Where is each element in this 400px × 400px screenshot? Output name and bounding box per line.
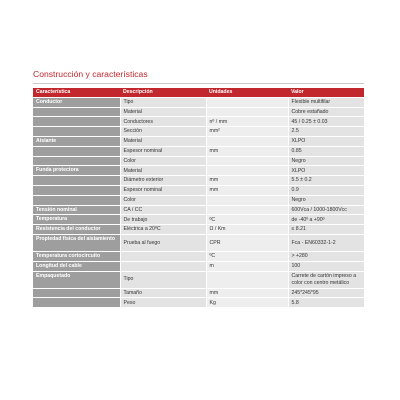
row-value: ≤ 8.21	[288, 225, 364, 235]
row-description: Espesor nominal	[120, 185, 206, 195]
table-row	[33, 166, 364, 176]
row-value: XLPO	[288, 166, 364, 176]
row-description: Tipo	[120, 97, 206, 107]
row-unit: ºC	[206, 251, 288, 261]
row-value: 0.85	[288, 146, 364, 156]
row-unit: nº / mm	[206, 117, 288, 127]
table-row	[33, 185, 364, 195]
row-value: 5.5 ± 0.2	[288, 176, 364, 186]
title-divider	[33, 83, 364, 84]
table-row	[33, 234, 364, 251]
row-category: Funda protectora	[33, 166, 120, 176]
row-category	[33, 185, 120, 195]
table-row	[33, 195, 364, 205]
table-row	[33, 146, 364, 156]
row-category: Temperatura	[33, 215, 120, 225]
row-category: Aislante	[33, 136, 120, 146]
row-description	[120, 251, 206, 261]
row-unit: mm	[206, 185, 288, 195]
row-category: Tensión nominal	[33, 205, 120, 215]
table-row	[33, 261, 364, 271]
table-row	[33, 251, 364, 261]
row-value: 45 / 0.25 ± 0.03	[288, 117, 364, 127]
row-category: Propiedad física del aislamiento	[33, 234, 120, 251]
row-description: Tipo	[120, 271, 206, 288]
row-category	[33, 195, 120, 205]
row-value: Fca - EN60332-1-2	[288, 234, 364, 251]
row-unit	[206, 136, 288, 146]
row-description: Prueba al fuego	[120, 234, 206, 251]
table-header-row	[33, 88, 364, 97]
row-description: De trabajo	[120, 215, 206, 225]
table-row	[33, 136, 364, 146]
row-value: 5.8	[288, 298, 364, 308]
row-value: 245*245*95	[288, 288, 364, 298]
table-row	[33, 215, 364, 225]
header-descripcion: Descripción	[120, 88, 206, 97]
specifications-table	[33, 88, 364, 308]
table-row	[33, 176, 364, 186]
row-category	[33, 127, 120, 137]
table-row	[33, 97, 364, 107]
table-row	[33, 288, 364, 298]
row-category: Empaquetado	[33, 271, 120, 288]
row-description: Diámetro exterior	[120, 176, 206, 186]
row-unit: ºC	[206, 215, 288, 225]
row-description: Peso	[120, 298, 206, 308]
row-value: 0.9	[288, 185, 364, 195]
row-unit	[206, 97, 288, 107]
row-category	[33, 156, 120, 166]
row-description: Material	[120, 107, 206, 117]
row-unit: mm	[206, 176, 288, 186]
row-category	[33, 107, 120, 117]
row-unit: mm²	[206, 127, 288, 137]
row-category: Conductor	[33, 97, 120, 107]
row-value: Negro	[288, 156, 364, 166]
row-description	[120, 261, 206, 271]
row-description: Eléctrica a 20ºC	[120, 225, 206, 235]
header-unidades: Unidades	[206, 88, 288, 97]
table-row	[33, 298, 364, 308]
row-value: 100	[288, 261, 364, 271]
section-title: Construcción y características	[33, 69, 148, 79]
row-unit	[206, 156, 288, 166]
header-caracteristica: Característica	[33, 88, 120, 97]
row-unit: m	[206, 261, 288, 271]
row-unit: Kg	[206, 298, 288, 308]
row-category: Longitud del cable	[33, 261, 120, 271]
row-unit	[206, 166, 288, 176]
row-value: > +280	[288, 251, 364, 261]
row-unit	[206, 205, 288, 215]
table-row	[33, 205, 364, 215]
row-value: 2.5	[288, 127, 364, 137]
row-unit	[206, 107, 288, 117]
row-value: Carrete de cartón impreso a color con centro metálico	[288, 271, 364, 288]
row-description: Sección	[120, 127, 206, 137]
row-category	[33, 117, 120, 127]
row-category	[33, 176, 120, 186]
header-valor: Valor	[288, 88, 364, 97]
table-row	[33, 225, 364, 235]
row-description: Color	[120, 195, 206, 205]
row-unit: mm	[206, 288, 288, 298]
row-description: Espesor nominal	[120, 146, 206, 156]
row-category	[33, 298, 120, 308]
row-unit	[206, 271, 288, 288]
row-value: de -40º a +90º	[288, 215, 364, 225]
table-row	[33, 117, 364, 127]
table-row	[33, 271, 364, 288]
row-unit: Ω / Km	[206, 225, 288, 235]
row-value: Flexible multifilar	[288, 97, 364, 107]
row-description: Material	[120, 136, 206, 146]
row-value: Negro	[288, 195, 364, 205]
row-value: Cobre estañado	[288, 107, 364, 117]
table-row	[33, 156, 364, 166]
row-description: Color	[120, 156, 206, 166]
row-description: Conductores	[120, 117, 206, 127]
row-unit: mm	[206, 146, 288, 156]
row-category	[33, 146, 120, 156]
table-row	[33, 127, 364, 137]
row-description: Material	[120, 166, 206, 176]
row-value: 600Vca / 1000-1800Vcc	[288, 205, 364, 215]
row-unit: CPR	[206, 234, 288, 251]
row-unit	[206, 195, 288, 205]
row-category: Resistencia del conductor	[33, 225, 120, 235]
row-category	[33, 288, 120, 298]
row-description: CA / CC	[120, 205, 206, 215]
row-category: Temperatura cortocircuito	[33, 251, 120, 261]
row-description: Tamaño	[120, 288, 206, 298]
table-row	[33, 107, 364, 117]
row-value: XLPO	[288, 136, 364, 146]
